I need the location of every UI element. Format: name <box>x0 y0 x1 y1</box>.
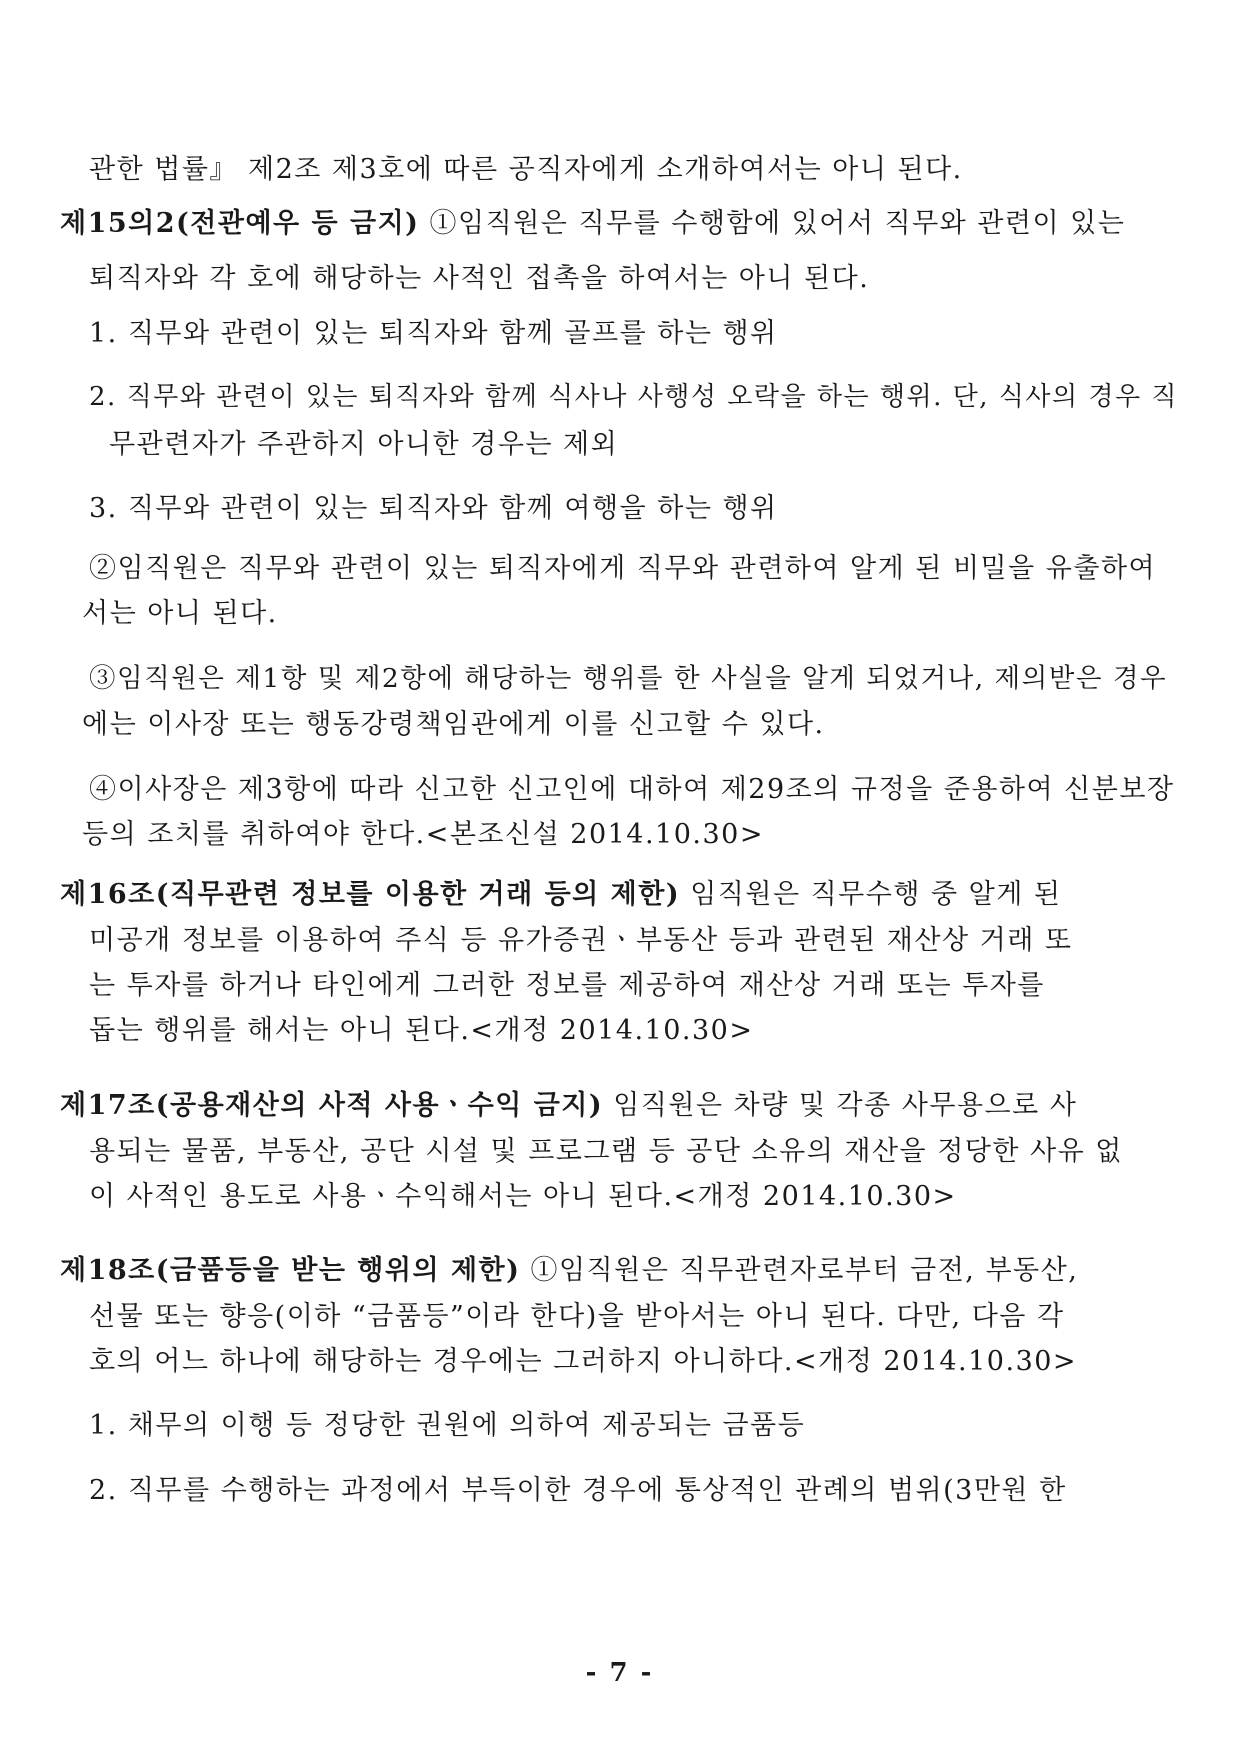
paragraph-line: 에는 이사장 또는 행동강령책임관에게 이를 신고할 수 있다. <box>82 709 825 740</box>
paragraph-line: 호의 어느 하나에 해당하는 경우에는 그러하지 아니하다.<개정 2014.10.30> <box>89 1346 1078 1377</box>
paragraph-line: 이 사적인 용도로 사용ㆍ수익해서는 아니 된다.<개정 2014.10.30> <box>89 1181 957 1212</box>
paragraph-line: 관한 법률』 제2조 제3호에 따른 공직자에게 소개하여서는 아니 된다. <box>89 154 963 185</box>
list-item: 2. 직무를 수행하는 과정에서 부득이한 경우에 통상적인 관례의 범위(3만원 한 <box>89 1475 1067 1506</box>
page-number: - 7 - <box>585 1658 654 1688</box>
paragraph-line: ④이사장은 제3항에 따라 신고한 신고인에 대하여 제29조의 규정을 준용하여 신분보장 <box>89 774 1175 805</box>
paragraph-line: ③임직원은 제1항 및 제2항에 해당하는 행위를 한 사실을 알게 되었거나, 제의받은 경우 <box>89 663 1168 694</box>
article-17-line-1 <box>60 1083 1077 1122</box>
article-15-2-line-1 <box>60 201 1125 240</box>
list-item: 1. 채무의 이행 등 정당한 권원에 의하여 제공되는 금품등 <box>89 1410 806 1441</box>
paragraph-line: 는 투자를 하거나 타인에게 그러한 정보를 제공하여 재산상 거래 또는 투자를 <box>89 970 1045 1001</box>
paragraph-line: 돕는 행위를 해서는 아니 된다.<개정 2014.10.30> <box>89 1015 754 1046</box>
article-16-line-1 <box>60 872 1062 911</box>
list-item: 2. 직무와 관련이 있는 퇴직자와 함께 식사나 사행성 오락을 하는 행위. 단, 식사의 경우 직 <box>89 382 1178 412</box>
article-15-2-line-2: 퇴직자와 각 호에 해당하는 사적인 접촉을 하여서는 아니 된다. <box>89 263 870 294</box>
article-16-text: 임직원은 직무수행 중 알게 된 <box>680 879 1062 910</box>
article-15-2-heading: 제15의2(전관예우 등 금지) <box>60 208 420 239</box>
article-18-text: ①임직원은 직무관련자로부터 금전, 부동산, <box>520 1255 1079 1286</box>
paragraph-line: 선물 또는 향응(이하 “금품등”이라 한다)을 받아서는 아니 된다. 다만, 다음 각 <box>89 1301 1065 1332</box>
article-18-heading: 제18조(금품등을 받는 행위의 제한) <box>60 1255 521 1286</box>
paragraph-line: ②임직원은 직무와 관련이 있는 퇴직자에게 직무와 관련하여 알게 된 비밀을 유출하여 <box>89 553 1157 584</box>
article-17-heading: 제17조(공용재산의 사적 사용ㆍ수익 금지) <box>60 1090 604 1121</box>
list-item: 1. 직무와 관련이 있는 퇴직자와 함께 골프를 하는 행위 <box>89 318 778 349</box>
paragraph-line: 등의 조치를 취하여야 한다.<본조신설 2014.10.30> <box>82 819 764 850</box>
article-17-text: 임직원은 차량 및 각종 사무용으로 사 <box>603 1090 1078 1121</box>
article-15-2-text: ①임직원은 직무를 수행함에 있어서 직무와 관련이 있는 <box>419 208 1126 239</box>
article-18-line-1 <box>60 1248 1078 1287</box>
article-16-heading: 제16조(직무관련 정보를 이용한 거래 등의 제한) <box>60 879 681 910</box>
paragraph-line: 용되는 물품, 부동산, 공단 시설 및 프로그램 등 공단 소유의 재산을 정당한 사유 없 <box>89 1136 1123 1167</box>
list-item: 3. 직무와 관련이 있는 퇴직자와 함께 여행을 하는 행위 <box>89 493 778 524</box>
paragraph-line: 미공개 정보를 이용하여 주식 등 유가증권ㆍ부동산 등과 관련된 재산상 거래 또 <box>89 925 1073 956</box>
list-item-continuation: 무관련자가 주관하지 아니한 경우는 제외 <box>109 429 619 460</box>
paragraph-line: 서는 아니 된다. <box>82 598 278 629</box>
